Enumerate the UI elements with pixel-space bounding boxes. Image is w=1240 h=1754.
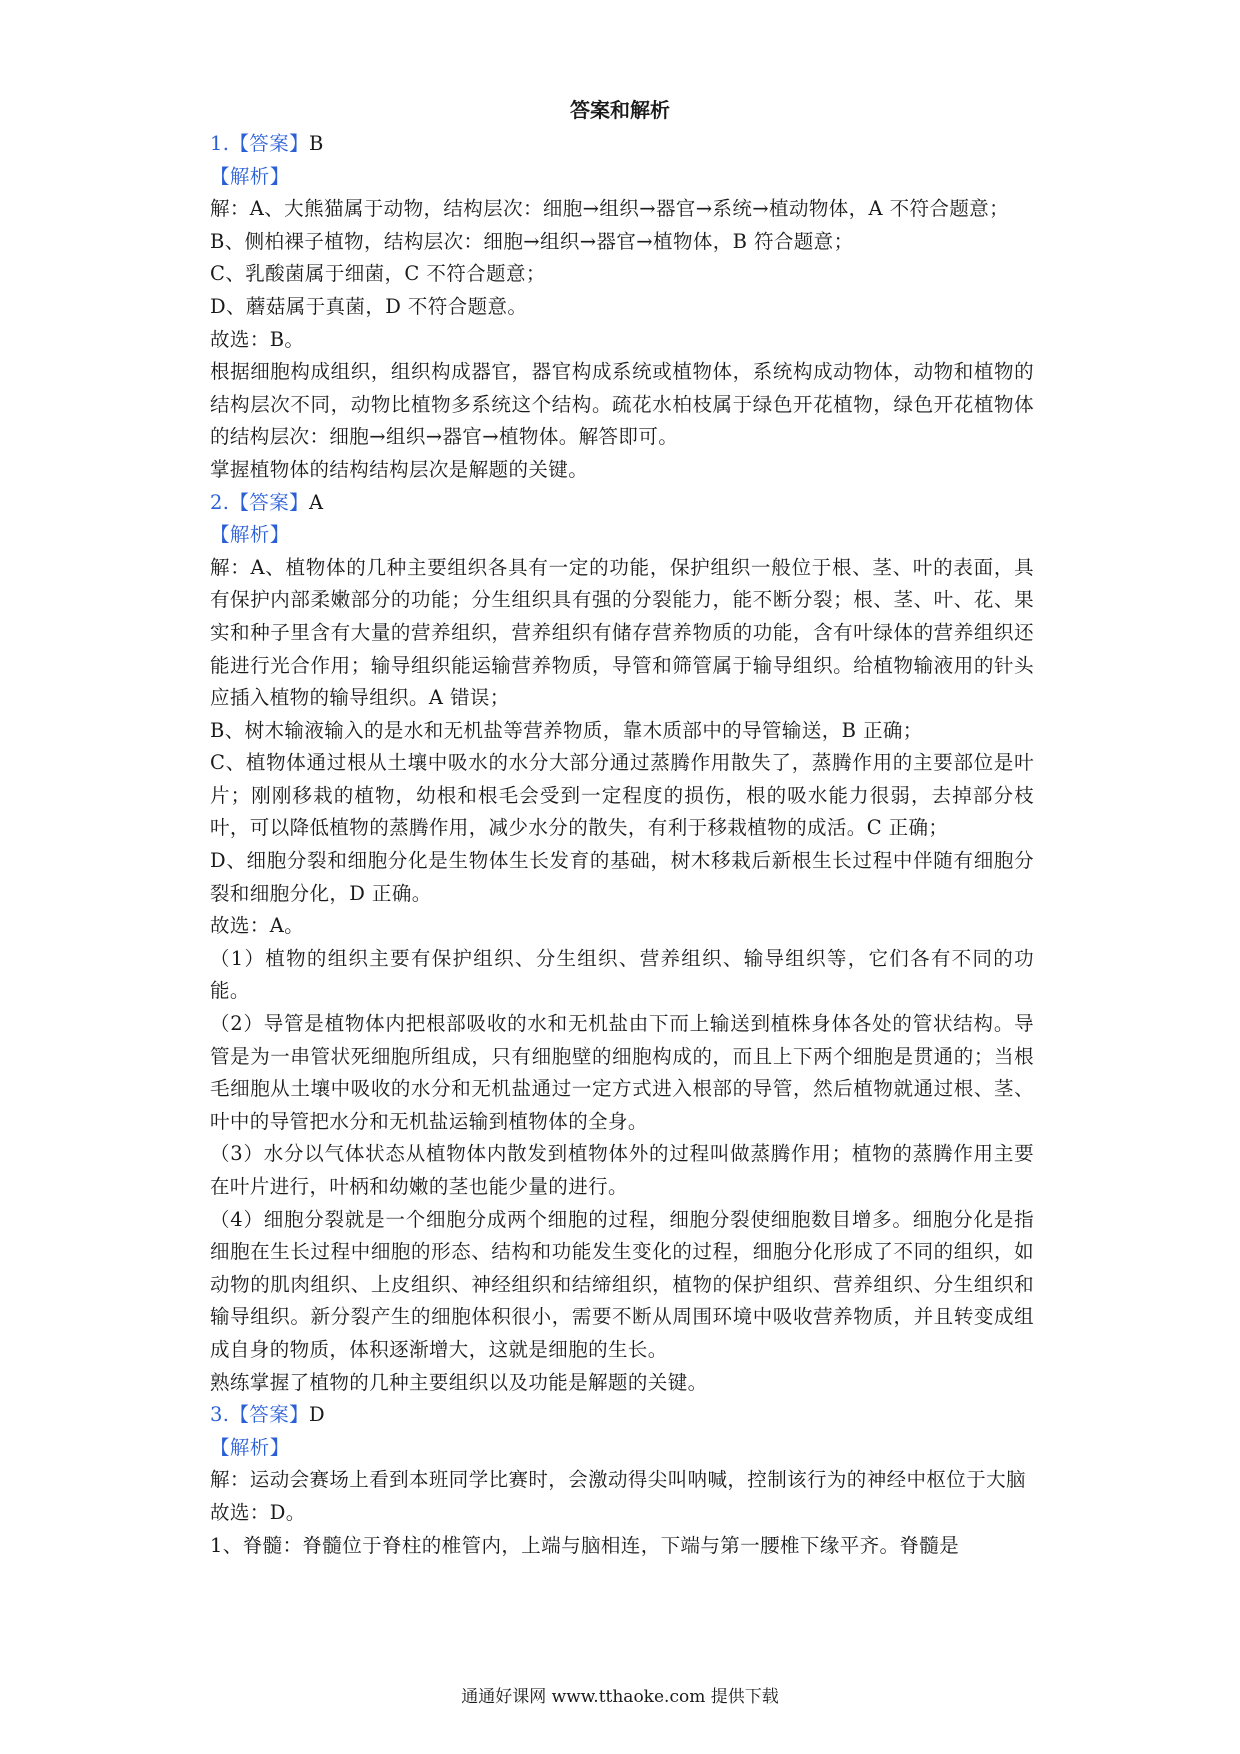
analysis-tag: 【解析】 [210,164,290,188]
answer-tag: 【答案】 [229,490,310,514]
analysis-line: 故选：B。 [210,327,305,351]
analysis-tag: 【解析】 [210,1435,290,1459]
analysis-line: （4）细胞分裂就是一个细胞分成两个细胞的过程，细胞分裂使细胞数目增多。细胞分化是指细胞在生长过程中细胞的形态、结构和功能发生变化的过程，细胞分化形成了不同的组织，如动物的肌肉组织、上皮组织、神经组织和结缔组织，植物的保护组织、营养组织、分生组织和输导组织。新分裂产生的细胞体积很小，需要不断从周围环境中吸收营养物质，并且转变成组成自身的物质，体积逐渐增大，这就是细胞的生长。 [210,1207,1034,1361]
page-title: 答案和解析 [570,98,670,122]
analysis-line: 熟练掌握了植物的几种主要组织以及功能是解题的关键。 [210,1370,708,1394]
analysis-line: 解：A、大熊猫属于动物，结构层次：细胞→组织→器官→系统→植动物体，A 不符合题意； [210,197,1010,221]
analysis-line: 掌握植物体的结构结构层次是解题的关键。 [210,457,589,481]
analysis-tag: 【解析】 [210,523,290,547]
analysis-line: 解：A、植物体的几种主要组织各具有一定的功能，保护组织一般位于根、茎、叶的表面，具有保护内部柔嫩部分的功能；分生组织具有强的分裂能力，能不断分裂；根、茎、叶、花、果实和种子里含有大量的营养组织，营养组织有储存营养物质的功能，含有叶绿体的营养组织还能进行光合作用；输导组织能运输营养物质，导管和筛管属于输导组织。给植物输液用的针头应插入植物的输导组织。A 错误； [210,555,1034,710]
analysis-line: D、蘑菇属于真菌，D 不符合题意。 [210,294,528,318]
page-footer: 通通好课网 www.tthaoke.com 提供下载 [461,1687,779,1707]
analysis-line: （2）导管是植物体内把根部吸收的水和无机盐由下而上输送到植株身体各处的管状结构。导管是为一串管状死细胞所组成，只有细胞壁的细胞构成的，而且上下两个细胞是贯通的；当根毛细胞从土壤中吸收的水分和无机盐通过一定方式进入根部的导管，然后植物就通过根、茎、叶中的导管把水分和无机盐运输到植物体的全身。 [210,1012,1034,1133]
analysis-line: D、细胞分裂和细胞分化是生物体生长发育的基础，树木移栽后新根生长过程中伴随有细胞分裂和细胞分化，D 正确。 [210,849,1034,905]
answer-tag: 【答案】 [229,132,310,155]
answer-value: A [309,490,324,514]
analysis-line: B、侧柏裸子植物，结构层次：细胞→组织→器官→植物体，B 符合题意； [210,229,854,253]
question-number: 1. [210,132,230,155]
analysis-line: 故选：A。 [210,914,305,938]
analysis-line: 1、脊髓：脊髓位于脊柱的椎管内，上端与脑相连，下端与第一腰椎下缘平齐。脊髓是 [210,1533,960,1557]
analysis-line: 根据细胞构成组织，组织构成器官，器官构成系统或植物体，系统构成动物体，动物和植物的结构层次不同，动物比植物多系统这个结构。疏花水柏枝属于绿色开花植物，绿色开花植物体的结构层次：细胞→组织→器官→植物体。解答即可。 [210,360,1034,449]
question-number: 3. [210,1403,230,1427]
analysis-line: B、树木输液输入的是水和无机盐等营养物质，靠木质部中的导管输送，B 正确； [210,718,923,742]
question-number: 2. [210,490,230,514]
analysis-line: C、植物体通过根从土壤中吸水的水分大部分通过蒸腾作用散失了，蒸腾作用的主要部位是叶片；刚刚移栽的植物，幼根和根毛会受到一定程度的损伤，根的吸水能力很弱，去掉部分枝叶，可以降低植物的蒸腾作用，减少水分的散失，有利于移栽植物的成活。C 正确； [210,751,1034,840]
answer-value: B [309,132,324,155]
answer-value: D [309,1403,326,1427]
analysis-line: 故选：D。 [210,1500,306,1524]
analysis-line: C、乳酸菌属于细菌，C 不符合题意； [210,262,546,286]
analysis-line: （3）水分以气体状态从植物体内散发到植物体外的过程叫做蒸腾作用；植物的蒸腾作用主要在叶片进行，叶柄和幼嫩的茎也能少量的进行。 [210,1142,1034,1198]
answer-content [210,128,1034,1562]
analysis-line: （1）植物的组织主要有保护组织、分生组织、营养组织、输导组织等，它们各有不同的功能。 [210,946,1034,1003]
answer-heading-3 [210,1399,1034,1432]
answer-heading-1 [210,128,1034,161]
answer-heading-2 [210,487,1034,520]
analysis-line: 解：运动会赛场上看到本班同学比赛时，会激动得尖叫呐喊，控制该行为的神经中枢位于大脑 [210,1468,1026,1492]
answer-tag: 【答案】 [229,1403,310,1427]
